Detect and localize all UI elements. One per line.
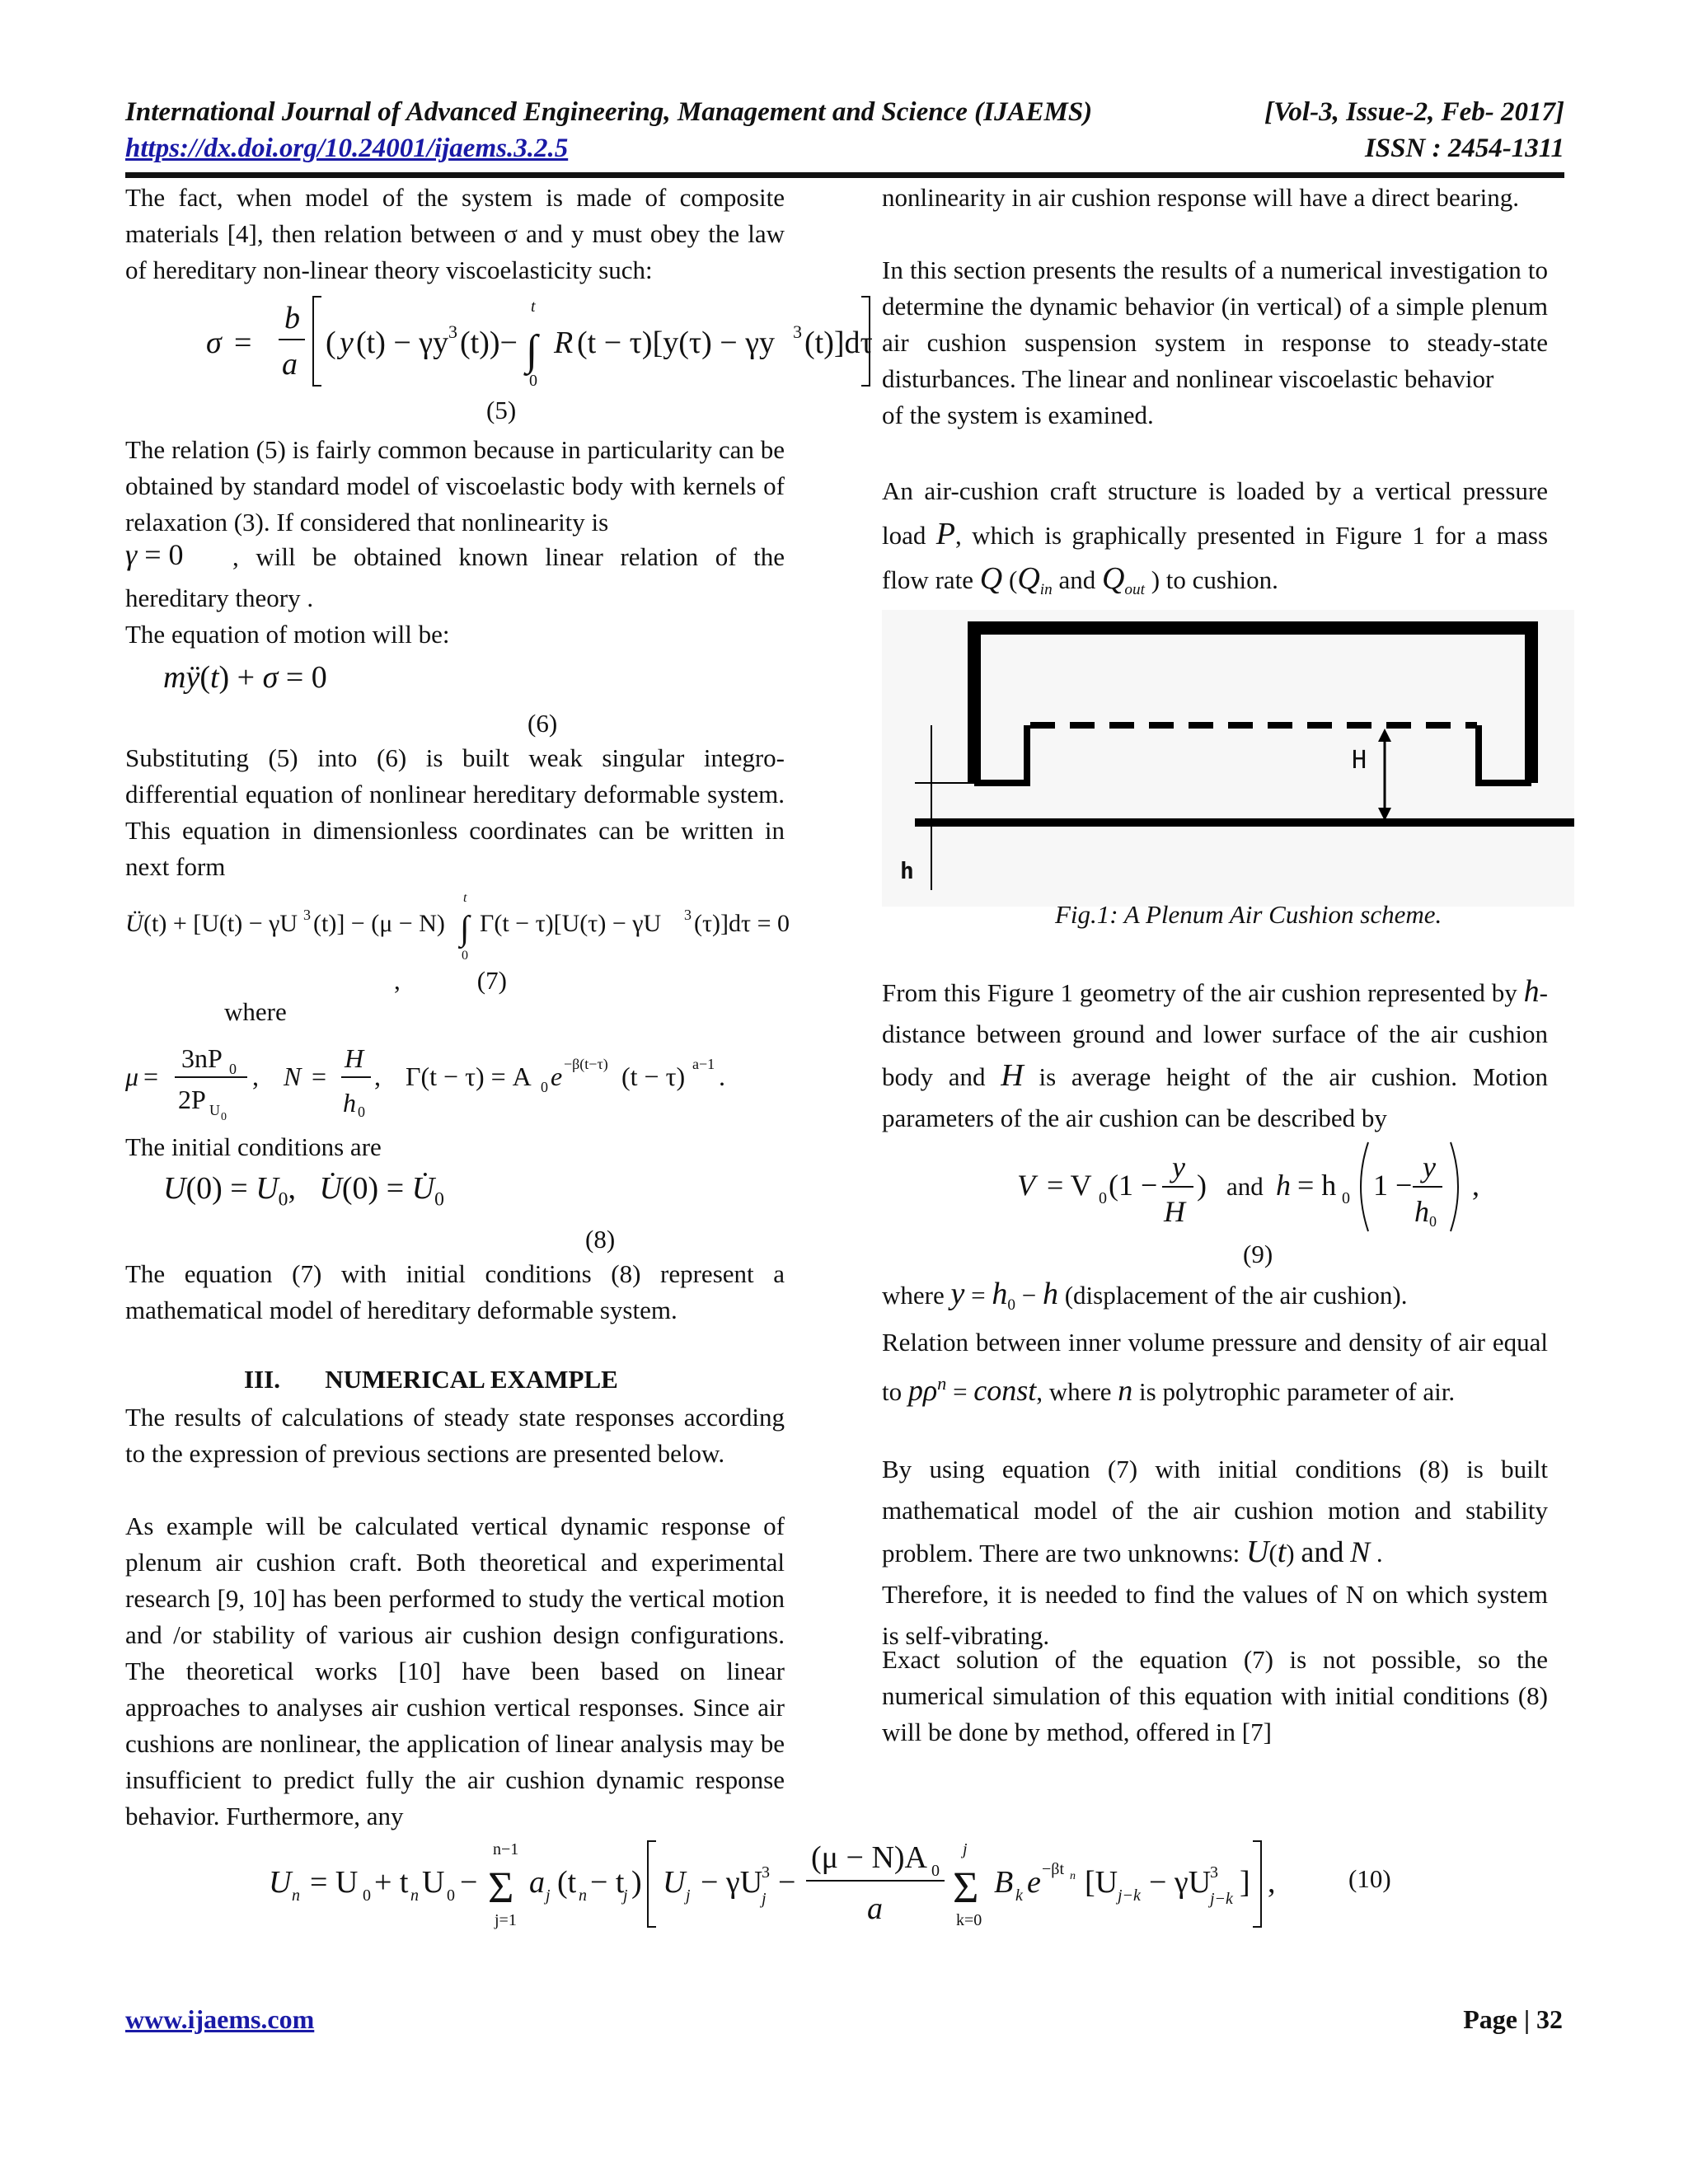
equation-9-and: and: [1226, 1172, 1264, 1201]
svg-text:n−1: n−1: [493, 1840, 519, 1858]
svg-text:(t: (t: [557, 1865, 577, 1900]
gamma-zero: γ = 0: [125, 538, 184, 571]
right-paragraph-3: An air-cushion craft structure is loaded by a vertical pressure load P, which is graphically presented in Figure 1 for a mass flow rate Q ($Q_{in}$ and $Q_{out}$ ) to cushion.: [882, 476, 1549, 599]
svg-text:0: 0: [358, 1104, 365, 1120]
svg-text:+ t: + t: [374, 1865, 409, 1900]
svg-text:b: b: [284, 301, 300, 335]
equation-5-svg: [198, 288, 874, 396]
svg-text:R: R: [554, 326, 574, 360]
svg-text:,: ,: [374, 1062, 381, 1091]
figure-label-H: H: [1352, 746, 1367, 775]
right-paragraph-6: Relation between inner volume pressure and density of air equal to $p\rho^n$ = const, where n is polytrophic parameter of air.: [882, 1328, 1548, 1407]
svg-text:j: j: [686, 1886, 691, 1905]
parameter-definitions: [124, 1034, 783, 1125]
svg-text:): ): [631, 1865, 642, 1900]
header-rule: [125, 172, 1564, 178]
svg-text:3: 3: [793, 321, 802, 342]
svg-text:0: 0: [1429, 1213, 1437, 1230]
section-title: III. NUMERICAL EXAMPLE: [244, 1365, 618, 1394]
svg-text:e: e: [1027, 1865, 1041, 1900]
svg-text:k=0: k=0: [956, 1911, 982, 1929]
svg-text:a: a: [529, 1865, 545, 1900]
svg-text:U: U: [209, 1102, 220, 1118]
svg-text:t: t: [463, 891, 467, 905]
svg-text:(t))−: (t))−: [460, 326, 518, 360]
svg-text:Ü: Ü: [125, 910, 143, 937]
left-paragraph-6: The equation (7) with initial conditions (8) represent a mathematical model of hereditary deformable system.: [125, 1259, 785, 1324]
svg-text:(t − τ)[y(τ) − γy: (t − τ)[y(τ) − γy: [577, 326, 776, 360]
left-paragraph-5: The initial conditions are: [125, 1132, 382, 1161]
svg-text:,: ,: [1472, 1169, 1479, 1202]
svg-text:2P: 2P: [178, 1085, 206, 1114]
svg-text:j−k: j−k: [1210, 1890, 1233, 1908]
svg-text:0: 0: [363, 1886, 371, 1905]
svg-text:3nP: 3nP: [181, 1043, 223, 1073]
svg-text:(t − τ): (t − τ): [621, 1062, 686, 1091]
svg-text:(t) + [U(t) − γU: (t) + [U(t) − γU: [143, 910, 298, 937]
svg-text:0: 0: [541, 1079, 548, 1095]
figure-1-diagram: [882, 610, 1574, 907]
svg-text:(t)]dτ: (t)]dτ: [804, 326, 873, 360]
svg-text:0: 0: [1342, 1189, 1350, 1207]
left-paragraph-7: The results of calculations of steady state responses according to the expression of previous sections are presented below.: [125, 1403, 785, 1468]
svg-text:j: j: [623, 1886, 628, 1905]
svg-text:h: h: [1276, 1169, 1291, 1202]
left-paragraph-8: As example will be calculated vertical dynamic response of plenum air cushion craft. Both theoretical and experimental research [9, 10] has been performed to study the vertical motion and /or stability of various air cushion design configurations. The theoretical works [10] have been based on linear approaches to analyses air cushion vertical responses. Since air cushions are nonlinear, the application of linear analysis may be insufficient to predict fully the air cushion dynamic response behavior. Furthermore, any: [125, 1511, 785, 1830]
equation-5: [198, 288, 874, 396]
svg-text:a−1: a−1: [692, 1056, 715, 1072]
figure-label-h: h: [900, 857, 914, 884]
svg-text:σ: σ: [206, 326, 222, 360]
svg-text:∫: ∫: [526, 327, 538, 374]
svg-text:Σ: Σ: [953, 1863, 979, 1912]
left-paragraph-3: The equation of motion will be:: [125, 620, 450, 649]
svg-text:= U: = U: [310, 1865, 359, 1900]
svg-text:n: n: [579, 1886, 587, 1905]
svg-text:y: y: [1423, 1151, 1436, 1183]
svg-text:n: n: [292, 1886, 300, 1905]
svg-text:(τ)]dτ = 0: (τ)]dτ = 0: [694, 910, 790, 937]
svg-text:− γU: − γU: [701, 1865, 763, 1900]
svg-text:U: U: [422, 1865, 445, 1900]
svg-text:(1 −: (1 −: [1109, 1169, 1158, 1202]
svg-text:−: −: [778, 1865, 796, 1900]
svg-text:j: j: [963, 1840, 968, 1858]
page-number: Page | 32: [1463, 2004, 1563, 2034]
equation-5-number: (5): [486, 396, 517, 424]
right-paragraph-4: From this Figure 1 geometry of the air cushion represented by h-distance between ground and lower surface of the air cushion body and H is average height of the air cushion. Motion parameters of the air cushion can be described by: [882, 974, 1549, 1132]
svg-text:3: 3: [448, 321, 457, 342]
equation-8-number: (8): [585, 1225, 616, 1254]
svg-text:h: h: [343, 1088, 356, 1118]
equation-9-svg: [1014, 1136, 1574, 1235]
equation-10: [264, 1830, 1286, 1937]
svg-text:μ: μ: [125, 1062, 139, 1091]
equation-9-number: (9): [1243, 1240, 1273, 1268]
doi-link[interactable]: https://dx.doi.org/10.24001/ijaems.3.2.5: [125, 134, 569, 163]
svg-text:,: ,: [1268, 1865, 1276, 1900]
svg-text:3: 3: [684, 907, 692, 923]
svg-text:0: 0: [447, 1886, 455, 1905]
svg-text:=: =: [143, 1062, 159, 1091]
svg-text:∫: ∫: [460, 910, 470, 948]
website-link[interactable]: www.ijaems.com: [125, 2004, 315, 2034]
svg-text:[U: [U: [1085, 1865, 1118, 1900]
parameter-definitions-svg: [124, 1034, 783, 1125]
equation-10-number: (10): [1348, 1864, 1391, 1893]
svg-text:k: k: [1015, 1886, 1023, 1905]
equation-7-svg: [124, 890, 849, 964]
left-paragraph-1: The fact, when model of the system is made of composite materials [4], then relation between σ and y must obey the law of hereditary non-linear theory viscoelasticity such:: [125, 183, 785, 284]
svg-text:a: a: [867, 1891, 883, 1926]
svg-text:t: t: [531, 298, 536, 316]
svg-text:B: B: [994, 1865, 1014, 1900]
svg-text:V: V: [1017, 1169, 1035, 1202]
svg-text:3: 3: [762, 1863, 770, 1882]
svg-text:0: 0: [931, 1862, 940, 1880]
svg-text:(t)] − (μ − N): (t)] − (μ − N): [313, 910, 445, 937]
figure-1: [882, 610, 1574, 907]
svg-text:=: =: [234, 326, 252, 360]
svg-text:Γ(t − τ) = A: Γ(t − τ) = A: [406, 1062, 532, 1091]
svg-text:−: −: [460, 1865, 478, 1900]
right-paragraph-2: In this section presents the results of a numerical investigation to determine the dynamic behavior (in vertical) of a simple plenum air cushion suspension system in response to steady-state disturbances. The linear and nonlinear viscoelastic behavior of the system is examined.: [882, 255, 1548, 429]
svg-text:0: 0: [529, 372, 537, 390]
right-paragraph-1: nonlinearity in air cushion response will have a direct bearing.: [882, 183, 1520, 212]
svg-text:n: n: [410, 1886, 419, 1905]
svg-text:H: H: [345, 1043, 364, 1073]
svg-text:−βt: −βt: [1042, 1860, 1065, 1878]
equation-7-number: , (7): [394, 966, 507, 995]
equation-7: [124, 890, 849, 964]
svg-text:=: =: [312, 1062, 327, 1091]
svg-text:a: a: [282, 347, 298, 382]
svg-text:(: (: [326, 326, 336, 360]
left-paragraph-2c: hereditary theory .: [125, 583, 314, 612]
svg-text:3: 3: [1210, 1863, 1218, 1882]
svg-text:n: n: [1070, 1870, 1076, 1882]
svg-text:.: .: [719, 1062, 725, 1091]
svg-text:0: 0: [221, 1111, 227, 1123]
svg-text:j: j: [762, 1890, 767, 1908]
svg-text:0: 0: [462, 949, 468, 963]
issn: ISSN : 2454-1311: [1364, 134, 1564, 163]
svg-text:U: U: [663, 1865, 686, 1900]
right-paragraph-7: By using equation (7) with initial conditions (8) is built mathematical model of the air cushion motion and stability problem. There are two unknowns: U(t) and N . Therefore, it is needed to find the values of N on which system is self-vibrating.: [882, 1455, 1548, 1650]
svg-text:0: 0: [229, 1061, 237, 1077]
svg-text:0: 0: [1099, 1189, 1107, 1207]
svg-text:,: ,: [252, 1062, 259, 1091]
where-label: where: [224, 997, 287, 1026]
svg-text:): ): [1197, 1169, 1207, 1202]
svg-text:(μ − N)A: (μ − N)A: [811, 1840, 927, 1875]
svg-text:Γ(t − τ)[U(τ) − γU: Γ(t − τ)[U(τ) − γU: [480, 910, 662, 937]
left-paragraph-2b: , will be obtained known linear relation of the: [232, 542, 785, 571]
left-paragraph-4: Substituting (5) into (6) is built weak singular integro-differential equation of nonlinear hereditary deformable system. This equation in dimensionless coordinates can be written in next form: [125, 743, 785, 881]
equation-8: $U(0) = U_0$, U̇(0) = $U̇_0$: [163, 1171, 444, 1211]
svg-text:j: j: [546, 1886, 551, 1905]
svg-text:1 −: 1 −: [1373, 1169, 1413, 1202]
equation-10-svg: [264, 1830, 1286, 1937]
equation-6: mÿ(t) + σ = 0: [163, 660, 327, 695]
svg-text:− γU: − γU: [1149, 1865, 1212, 1900]
figure-1-caption: Fig.1: A Plenum Air Cushion scheme.: [1055, 900, 1442, 929]
svg-text:= h: = h: [1297, 1169, 1337, 1202]
svg-text:h: h: [1414, 1195, 1429, 1228]
svg-text:j−k: j−k: [1118, 1886, 1141, 1905]
right-paragraph-5: where $y = h_0 - h$ (displacement of the air cushion).: [882, 1277, 1408, 1315]
svg-text:3: 3: [303, 907, 311, 923]
svg-text:U: U: [269, 1865, 292, 1900]
svg-text:j=1: j=1: [495, 1911, 517, 1929]
svg-text:H: H: [1164, 1195, 1185, 1228]
svg-text:e: e: [551, 1062, 563, 1091]
equation-9: [1014, 1136, 1574, 1235]
svg-text:− t: − t: [590, 1865, 625, 1900]
svg-text:y: y: [1172, 1151, 1185, 1183]
svg-text:Σ: Σ: [488, 1863, 514, 1912]
svg-text:N: N: [284, 1062, 302, 1091]
svg-text:= V: = V: [1047, 1169, 1092, 1202]
left-paragraph-2: The relation (5) is fairly common because in particularity can be obtained by standard model of viscoelastic body with kernels of relaxation (3). If considered that nonlinearity is: [125, 435, 785, 537]
journal-title: International Journal of Advanced Engineering, Management and Science (IJAEMS): [125, 97, 1093, 127]
equation-6-number: (6): [528, 709, 558, 738]
svg-text:]: ]: [1240, 1865, 1250, 1900]
svg-text:(t) − γy: (t) − γy: [356, 326, 449, 360]
svg-text:−β(t−τ): −β(t−τ): [564, 1056, 608, 1072]
svg-text:y: y: [340, 326, 354, 360]
right-paragraph-8: Exact solution of the equation (7) is not possible, so the numerical simulation of this equation with initial conditions (8) will be done by method, offered in [7]: [882, 1645, 1548, 1746]
volume-info: [Vol-3, Issue-2, Feb- 2017]: [1264, 97, 1564, 127]
